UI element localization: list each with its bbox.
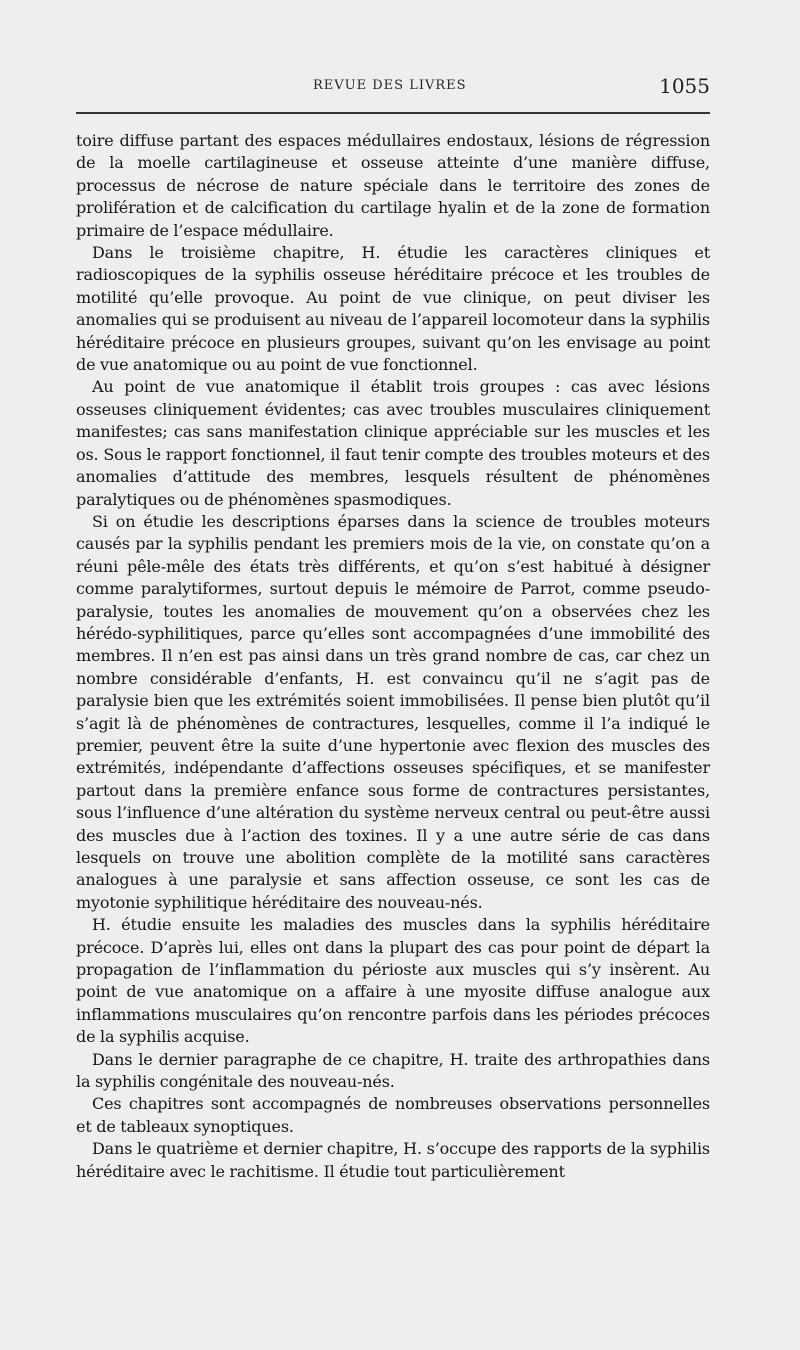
paragraph-continuation: toire diffuse partant des espaces médullaires endostaux, lésions de régression de la moelle cartilagineuse et osseuse atteinte d’une manière diffuse, processus de nécrose de nature spéciale dans le territoire des zones de prolifération et de calcification du cartilage hyalin et de la zone de formation primaire de l’espace médullaire. [76, 131, 710, 240]
running-head [76, 72, 710, 100]
page-number: 1055 [659, 74, 710, 98]
running-title: REVUE DES LIVRES [313, 78, 467, 93]
paragraph-anatomical-groups: Au point de vue anatomique il établit trois groupes : cas avec lésions osseuses cliniquement évidentes; cas avec troubles musculaires cliniquement manifestes; cas sans manifestation clinique appréciable sur les muscles et les os. Sous le rapport fonctionnel, il faut tenir compte des troubles moteurs et des anomalies d’attitude des membres, lesquels résultent de phénomènes paralytiques ou de phénomènes spasmodiques. [76, 377, 710, 509]
header-rule [76, 112, 710, 114]
body-text [76, 130, 710, 1183]
paragraph-arthropathies: Dans le dernier paragraphe de ce chapitre, H. traite des arthropathies dans la syphilis congénitale des nouveau-nés. [76, 1049, 710, 1092]
paragraph-fourth-chapter: Dans le quatrième et dernier chapitre, H. s’occupe des rapports de la syphilis héréditaire avec le rachitisme. Il étudie tout particulièrement [76, 1139, 710, 1181]
paragraph-third-chapter: Dans le troisième chapitre, H. étudie les caractères cliniques et radioscopiques de la syphilis osseuse héréditaire précoce et les troubles de motilité qu’elle provoque. Au point de vue clinique, on peut diviser les anomalies qui se produisent au niveau de l’appareil locomoteur dans la syphilis héréditaire précoce en plusieurs groupes, suivant qu’on les envisage au point de vue anatomique ou au point de vue fonctionnel. [76, 243, 710, 375]
paragraph-motor-disorders: Si on étudie les descriptions éparses dans la science de troubles moteurs causés par la syphilis pendant les premiers mois de la vie, on constate qu’on a réuni pêle-mêle des états très différents, et qu’on s’est habitué à désigner comme paralytiformes, surtout depuis le mémoire de Parrot, comme pseudo-paralysie, toutes les anomalies de mouvement qu’on a observées chez les hérédo-syphilitiques, parce qu’elles sont accompagnées d’une immobilité des membres. Il n’en est pas ainsi dans un très grand nombre de cas, car chez un nombre considérable d’enfants, H. est convaincu qu’il ne s’agit pas de paralysie bien que les extrémités soient immobilisées. Il pense bien plutôt qu’il s’agit là de phénomènes de contractures, lesquelles, comme il l’a indiqué le premier, peuvent être la suite d’une hypertonie avec flexion des muscles des extrémités, indépendante d’affections osseuses spécifiques, et se manifester partout dans la première enfance sous forme de contractures persistantes, sous l’influence d’une altération du système nerveux central ou peut-être aussi des muscles due à l’action des toxines. Il y a une autre série de cas dans lesquels on trouve une abolition complète de la motilité sans caractères analogues à une paralysie et sans affection osseuse, ce sont les cas de myotonie syphilitique héréditaire des nouveau-nés. [76, 511, 710, 912]
paragraph-muscle-diseases: H. étudie ensuite les maladies des muscles dans la syphilis héréditaire précoce. D’après lui, elles ont dans la plupart des cas pour point de départ la propagation de l’inflammation du périoste aux muscles qui s’y insèrent. Au point de vue anatomique on a affaire à une myosite diffuse analogue aux inflammations musculaires qu’on rencontre parfois dans les périodes précoces de la syphilis acquise. [76, 915, 710, 1047]
paragraph-observations: Ces chapitres sont accompagnés de nombreuses observations personnelles et de tableaux synoptiques. [76, 1094, 710, 1136]
